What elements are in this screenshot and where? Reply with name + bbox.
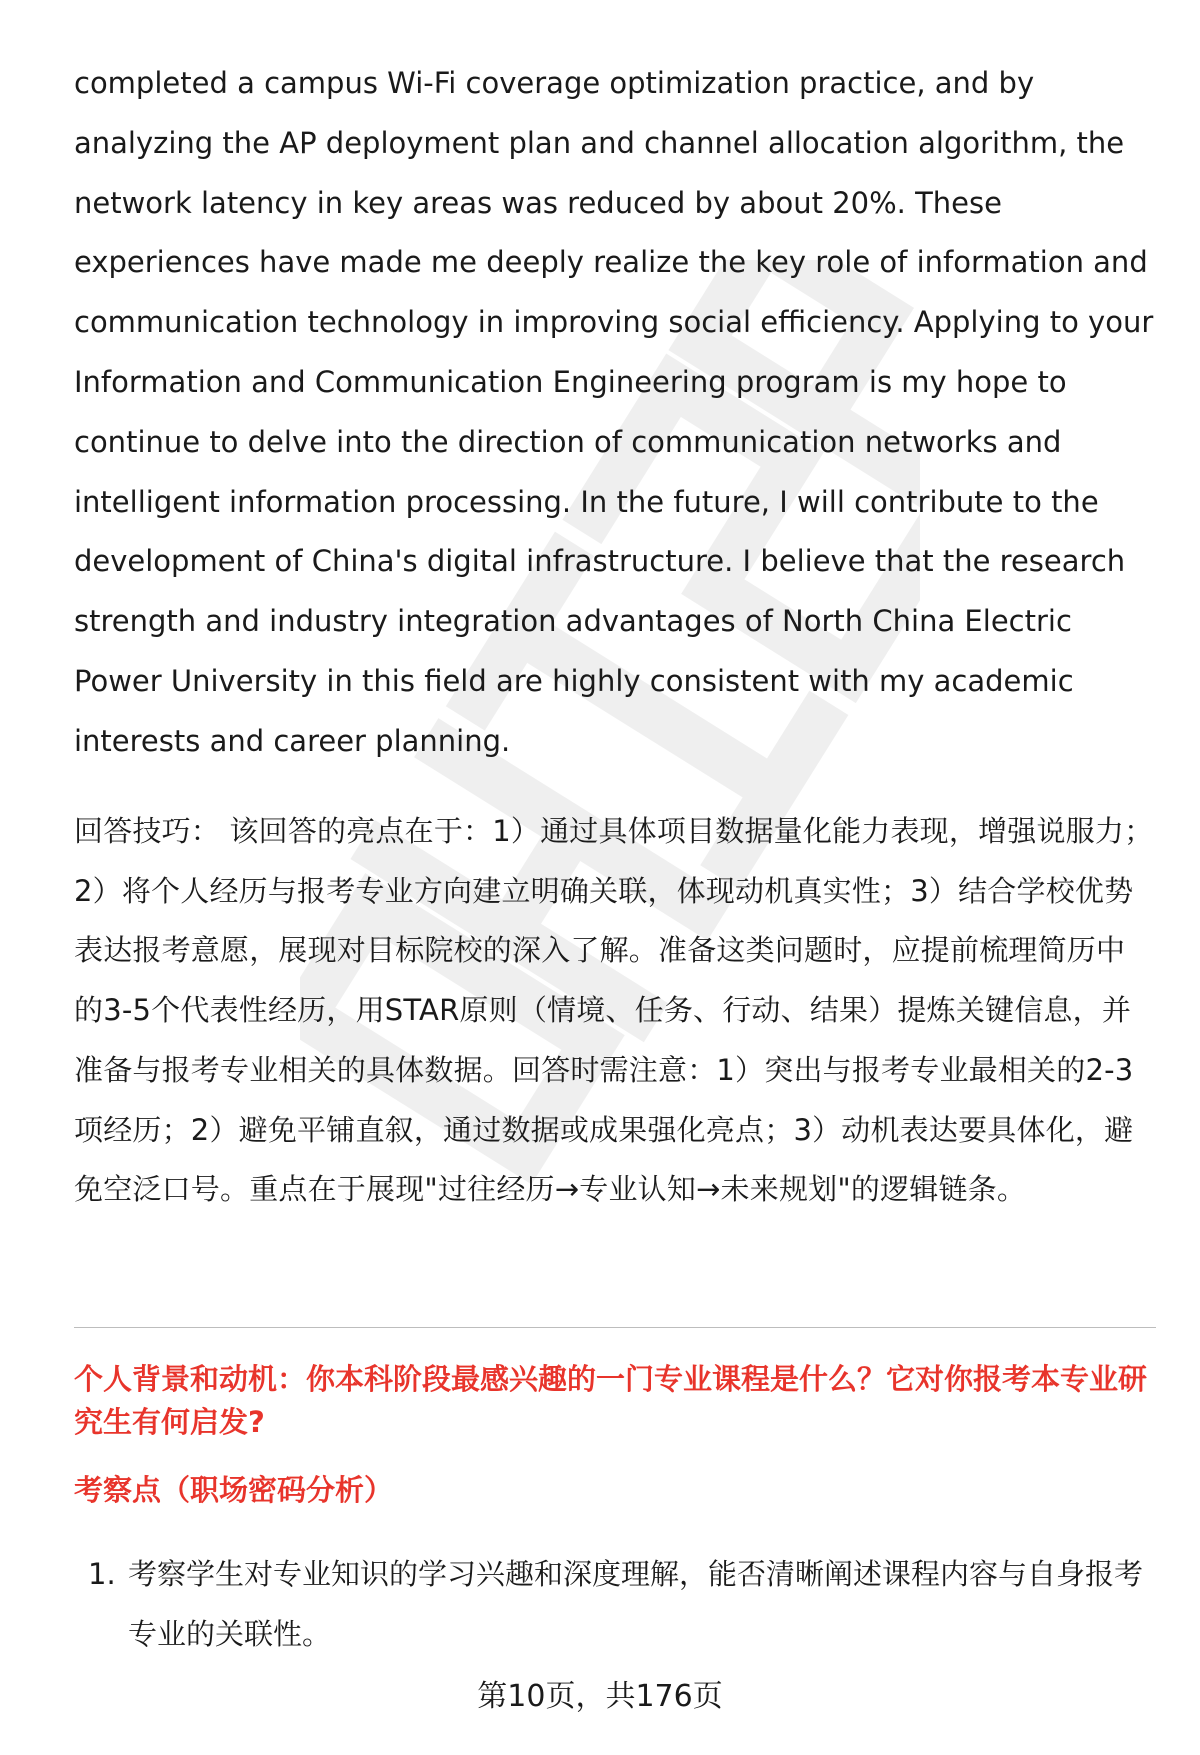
list-item-number: 1. [88, 1557, 116, 1591]
answer-paragraph: completed a campus Wi-Fi coverage optimization practice, and by analyzing the AP deployment plan and channel allocation algorithm, the network latency in key areas was reduced by about 20%. These experiences have made me deeply realize the key role of information and communication technology in improving social efficiency. Applying to your Information and Communication Engineering program is my hope to continue to delve into the direction of communication networks and intelligent information processing. In the future, I will contribute to the development of China's digital infrastructure. I believe that the research strength and industry integration advantages of North China Electric Power University in this field are highly consistent with my academic interests and career planning. [74, 66, 1154, 758]
list-item [74, 1544, 1156, 1664]
page-number: 第10页，共176页 [477, 1679, 723, 1714]
analysis-section-title: 考察点（职场密码分析） [74, 1473, 394, 1507]
answer-tips-paragraph: 回答技巧： 该回答的亮点在于：1）通过具体项目数据量化能力表现，增强说服力；2）将个人经历与报考专业方向建立明确关联，体现动机真实性；3）结合学校优势表达报考意愿，展现对目标院校的深入了解。准备这类问题时，应提前梳理简历中的3-5个代表性经历，用STAR原则（情境、任务、行动、结果）提炼关键信息，并准备与报考专业相关的具体数据。回答时需注意：1）突出与报考专业最相关的2-3项经历；2）避免平铺直叙，通过数据或成果强化亮点；3）动机表达要具体化，避免空泛口号。重点在于展现"过往经历→专业认知→未来规划"的逻辑链条。 [74, 814, 1154, 1207]
question-heading: 个人背景和动机：你本科阶段最感兴趣的一门专业课程是什么？它对你报考本专业研究生有何启发? [74, 1362, 1148, 1439]
section-divider [74, 1327, 1156, 1328]
list-item-text: 考察学生对专业知识的学习兴趣和深度理解，能否清晰阐述课程内容与自身报考专业的关联性。 [128, 1557, 1144, 1651]
analysis-list [74, 1544, 1156, 1664]
